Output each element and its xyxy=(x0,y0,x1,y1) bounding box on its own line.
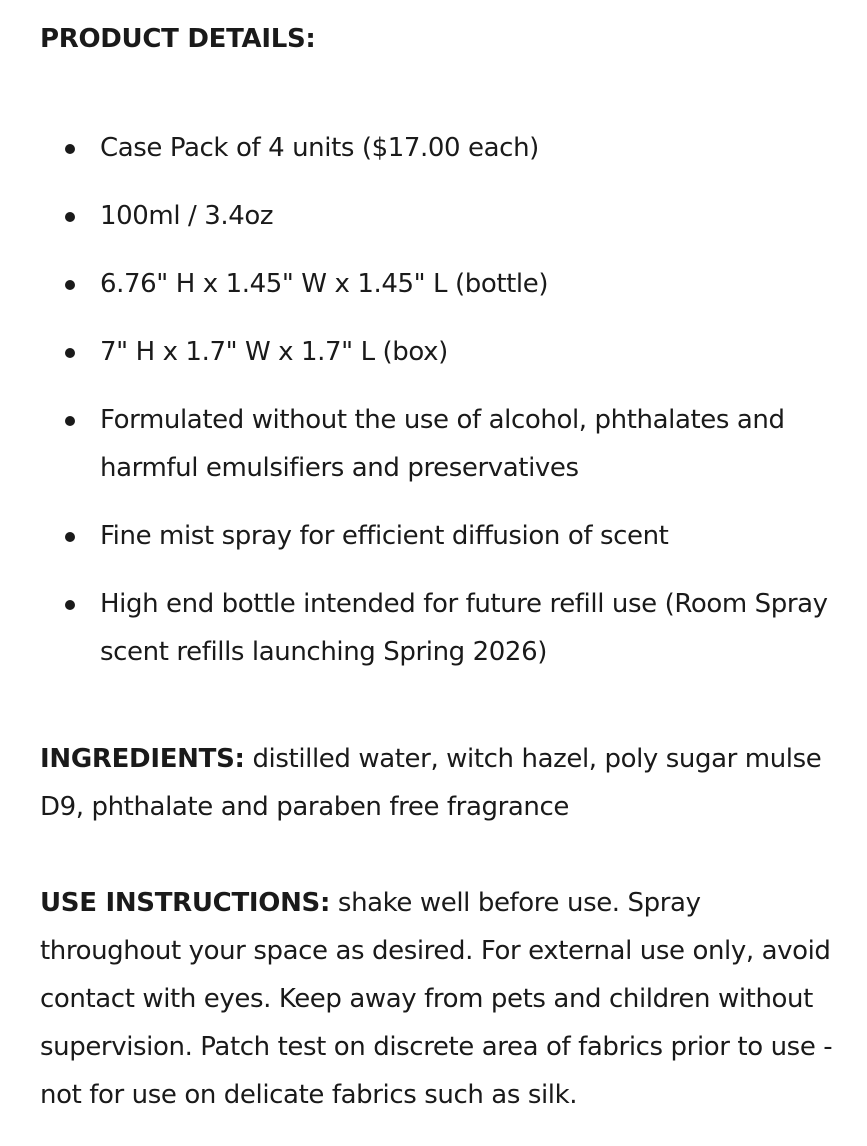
list-item-text: Fine mist spray for efficient diffusion of scent xyxy=(100,521,669,551)
bullet-icon xyxy=(65,348,75,358)
bullet-icon xyxy=(65,144,75,154)
list-item xyxy=(0,396,867,492)
list-item xyxy=(0,192,867,240)
list-item-text: 7" H x 1.7" W x 1.7" L (box) xyxy=(100,337,448,367)
list-item xyxy=(0,124,867,172)
list-item-text: 100ml / 3.4oz xyxy=(100,201,274,231)
list-item xyxy=(0,512,867,560)
use-instructions-paragraph xyxy=(40,879,840,1119)
list-item xyxy=(0,260,867,308)
ingredients-text: distilled water, witch hazel, poly sugar mulse D9, phthalate and paraben free fragrance xyxy=(40,744,822,822)
ingredients-label: INGREDIENTS: xyxy=(40,744,245,774)
bullet-icon xyxy=(65,532,75,542)
list-item xyxy=(0,580,867,676)
list-item-text: Case Pack of 4 units ($17.00 each) xyxy=(100,133,539,163)
bullet-icon xyxy=(65,416,75,426)
ingredients-paragraph xyxy=(40,735,840,831)
list-item-text: High end bottle intended for future refill use (Room Spray scent refills launching Spring 2026) xyxy=(100,589,828,667)
bullet-icon xyxy=(65,280,75,290)
use-instructions-text: shake well before use. Spray throughout your space as desired. For external use only, avoid contact with eyes. Keep away from pets and children without supervision. Patch test on discrete area of fabrics prior to use - not for use on delicate fabrics such as silk. xyxy=(40,888,833,1110)
list-item-text: 6.76" H x 1.45" W x 1.45" L (bottle) xyxy=(100,269,549,299)
use-instructions-label: USE INSTRUCTIONS: xyxy=(40,888,331,918)
bullet-icon xyxy=(65,212,75,222)
list-item-text: Formulated without the use of alcohol, phthalates and harmful emulsifiers and preservatives xyxy=(100,405,785,483)
list-item xyxy=(0,328,867,376)
product-details-list xyxy=(0,124,867,696)
product-details-heading: PRODUCT DETAILS: xyxy=(40,24,316,54)
bullet-icon xyxy=(65,600,75,610)
